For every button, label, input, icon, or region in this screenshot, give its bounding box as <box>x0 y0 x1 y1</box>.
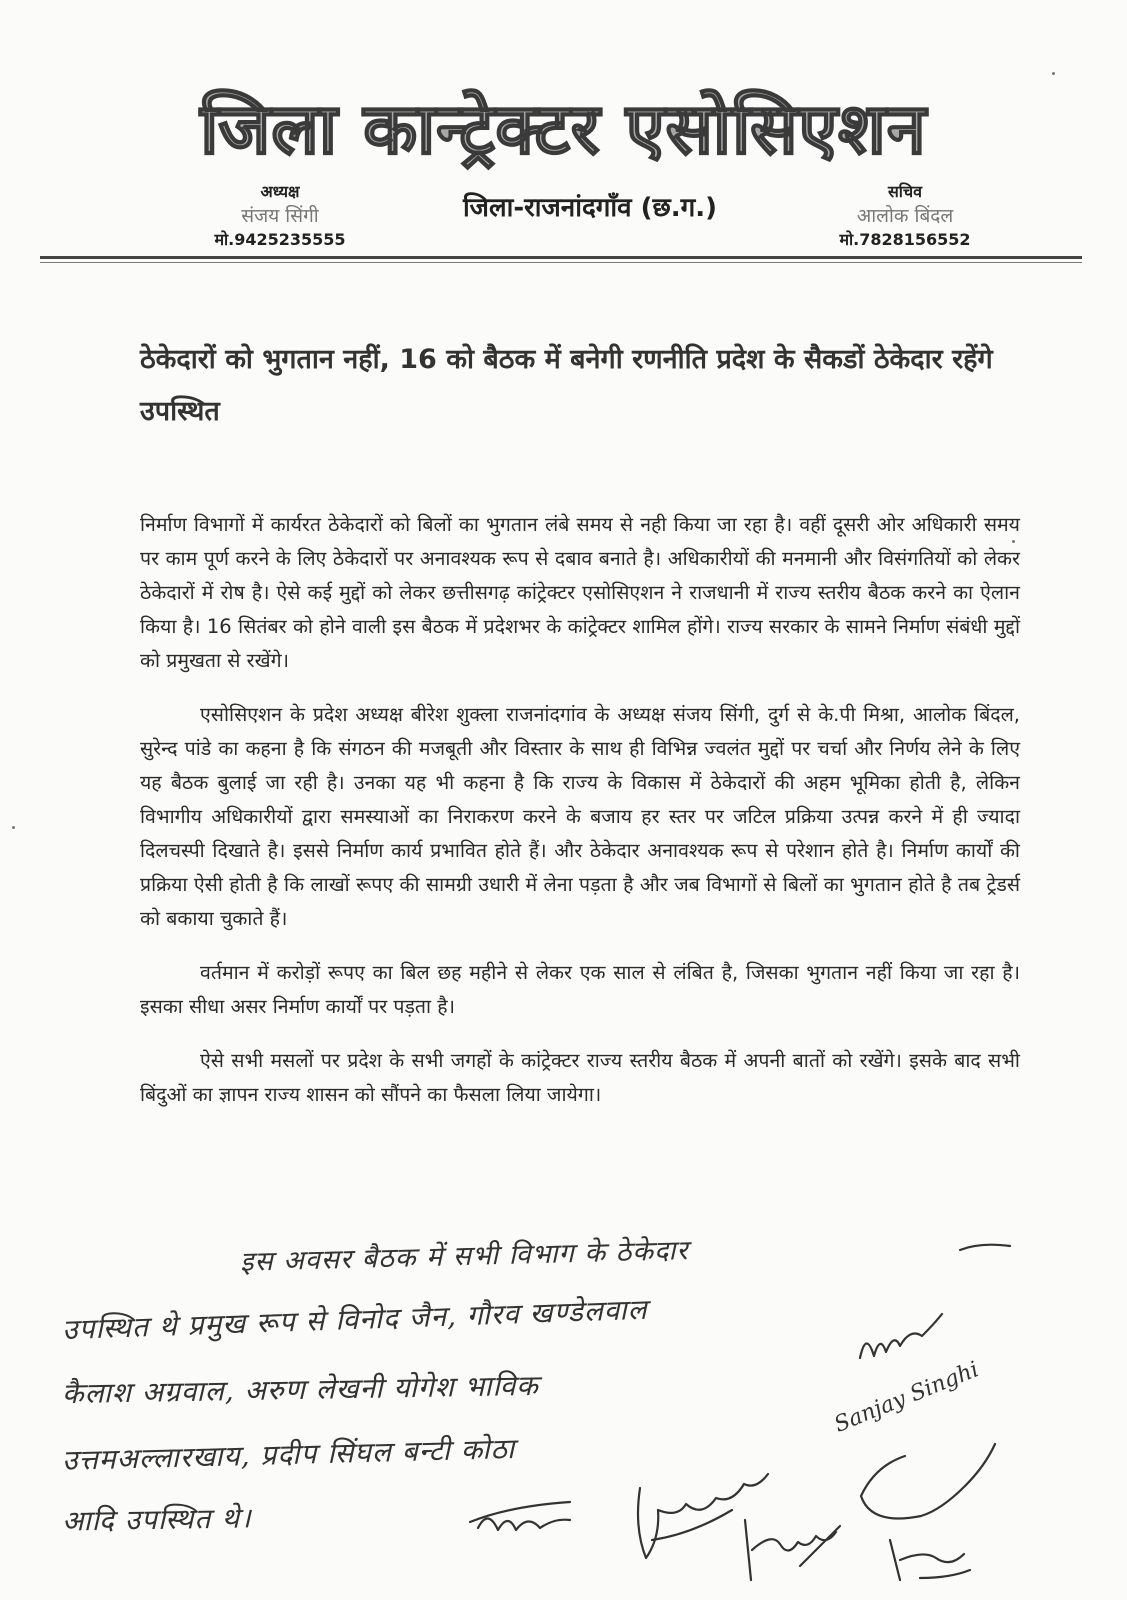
handwritten-line-1: इस अवसर बैठक में सभी विभाग के ठेकेदार <box>239 1235 689 1278</box>
signature-sanjay-singhi: Sanjay Singhi <box>830 1357 983 1438</box>
paragraph-2: एसोसिएशन के प्रदेश अध्यक्ष बीरेश शुक्ला राजनांदगांव के अध्यक्ष संजय सिंगी, दुर्ग से के.पी मिश्रा, आलोक बिंदल, सुरेन्द पांडे का कहना है कि संगठन की मजबूती और विस्तार के साथ ही विभिन्न ज्वलंत मुद्दों पर चर्चा और निर्णय लेने के लिए यह बैठक बुलाई जा रही है। उनका यह भी कहना है कि राज्य के विकास में ठेकेदारों की अहम भूमिका होती है, लेकिन विभागीय अधिकारीयों द्वारा समस्याओं का निराकरण करने के बजाय हर स्तर पर जटिल प्रक्रिया उत्पन्न करने में ही ज्यादा दिलचस्पी दिखाते है। इससे निर्माण कार्य प्रभावित होते हैं। और ठेकेदार अनावश्यक रूप से परेशान होते है। निर्माण कार्यों की प्रक्रिया ऐसी होती है कि लाखों रूपए की सामग्री उधारी में लेना पड़ता है और जब विभागों से बिलों का भुगतान होते है तब ट्रेडर्स को बकाया चुकाते हैं। <box>140 703 1020 930</box>
signature-mark-5 <box>861 1444 995 1519</box>
scan-speck <box>12 826 15 829</box>
scan-speck <box>1052 72 1055 75</box>
secretary-mobile: मो.7828156552 <box>839 230 971 249</box>
president-mobile: मो.9425235555 <box>214 230 346 249</box>
district-name: जिला-राजनांदगाँव (छ.ग.) <box>462 193 718 223</box>
paragraph-3: वर्तमान में करोड़ों रूपए का बिल छह महीने से लेकर एक साल से लंबित है, जिसका भुगतान नहीं किया जा रहा है। इसका सीधा असर निर्माण कार्यों पर पड़ता है। <box>140 961 1020 1018</box>
paragraph-4: ऐसे सभी मसलों पर प्रदेश के सभी जगहों के कांट्रेक्टर राज्य स्तरीय बैठक में अपनी बातों को रखेंगे। इसके बाद सभी बिंदुओं का ज्ञापन राज्य शासन को सौंपने का फैसला लिया जायेगा। <box>140 1049 1020 1106</box>
handwritten-line-4: उत्तमअल्लारखाय, प्रदीप सिंघल बन्टी कोठा <box>61 1432 516 1477</box>
organization-name: जिला कान्ट्रेक्टर एसोसिएशन <box>200 88 927 170</box>
paragraph-1: निर्माण विभागों में कार्यरत ठेकेदारों को बिलों का भुगतान लंबे समय से नही किया जा रहा है। वहीं दूसरी ओर अधिकारी समय पर काम पूर्ण करने के लिए ठेकेदारों पर अनावश्यक रूप से दबाव बनाते है। अधिकारीयों की मनमानी और विसंगतियों को लेकर ठेकेदारों में रोष है। ऐसे कई मुद्दों को लेकर छत्तीसगढ़ कांट्रेक्टर एसोसिएशन ने राजधानी में राज्य स्तरीय बैठक करने का ऐलान किया है। 16 सितंबर को होने वाली इस बैठक में प्रदेशभर के कांट्रेक्टर शामिल होंगे। राज्य सरकार के सामने निर्माण संबंधी मुद्दों को प्रमुखता से रखेंगे। <box>140 513 1020 672</box>
press-release-headline: ठेकेदारों को भुगतान नहीं, 16 को बैठक में बनेगी रणनीति प्रदेश के सैकडों ठेकेदार रहेंगे उपस्थित <box>140 344 993 427</box>
signature-mark-6 <box>890 1540 970 1580</box>
scan-speck <box>1012 540 1015 543</box>
handwritten-line-2: उपस्थित थे प्रमुख रूप से विनोद जैन, गौरव खण्डेलवाल <box>61 1292 649 1347</box>
handwritten-line-5: आदि उपस्थित थे। <box>61 1501 253 1538</box>
signature-mark-1 <box>860 1314 942 1358</box>
secretary-name: आलोक बिंदल <box>856 205 954 227</box>
president-name: संजय सिंगी <box>241 205 319 227</box>
signature-underline-1 <box>960 1245 1010 1250</box>
president-role: अध्यक्ष <box>260 182 300 201</box>
secretary-role: सचिव <box>887 182 923 201</box>
signature-mark-4 <box>745 1520 840 1580</box>
signature-mark-2 <box>470 1502 570 1530</box>
handwritten-line-3: कैलाश अग्रवाल, अरुण लेखनी योगेश भाविक <box>61 1368 540 1411</box>
